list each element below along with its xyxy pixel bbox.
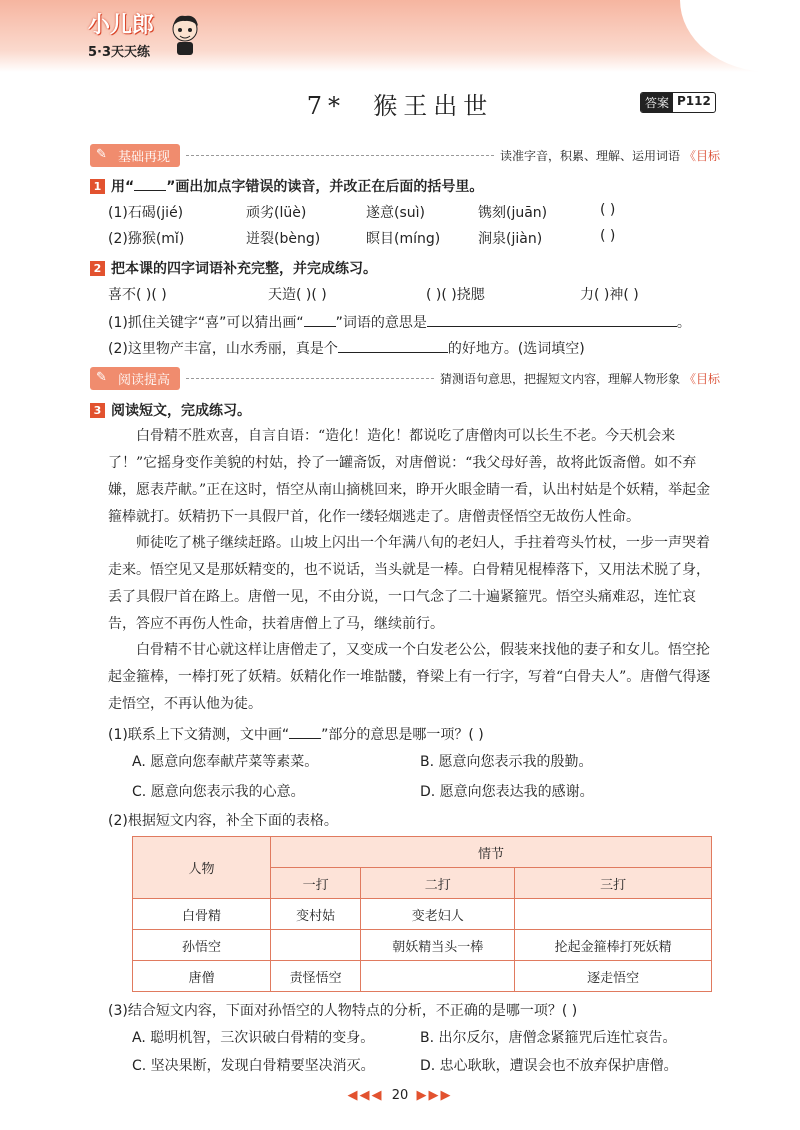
plot-table	[132, 836, 712, 992]
goal-label: 《目标	[683, 371, 720, 386]
q2-sub2-blank[interactable]	[338, 352, 448, 353]
table-row	[133, 961, 712, 992]
table-cell: 变老妇人	[361, 899, 515, 930]
q1-number: 1	[90, 179, 105, 194]
table-cell: 变村姑	[271, 899, 361, 930]
series-name: 5·3天天练	[88, 45, 151, 60]
section-basic-title: ✎ 基础再现	[90, 144, 180, 167]
q2-word-blank[interactable]: 天造( )( )	[268, 287, 327, 303]
goal-label: 《目标	[683, 148, 720, 163]
q3-sub1: (1)联系上下文猜测，文中画“ ”部分的意思是哪一项？( )	[108, 727, 484, 743]
table-cell: 逐走悟空	[515, 961, 712, 992]
lesson-number: 7*	[306, 92, 346, 120]
book-icon: ✎	[96, 146, 107, 162]
answer-page: P112	[677, 94, 711, 108]
q3-sub2: (2)根据短文内容，补全下面的表格。	[108, 813, 338, 829]
q1-prompt: 1 用“ ”画出加点字错误的读音，并改正在后面的括号里。	[90, 176, 730, 196]
page-footer	[0, 1088, 800, 1103]
q2-prompt: 2 把本课的四字词语补充完整，并完成练习。	[90, 258, 730, 278]
table-header-plot: 情节	[271, 837, 712, 868]
table-cell-blank[interactable]	[515, 899, 712, 930]
q1-item: 遂意(suì)	[366, 205, 425, 221]
passage-paragraph-1: 白骨精不胜欢喜，自言自语：“造化！造化！都说吃了唐僧肉可以长生不老。今天机会来了！”它摇身变作美貌的村姑，拎了一罐斋饭，对唐僧说：“我父母好善，故将此饭斋僧。如不弃嫌，愿表芹献。”正在这时，悟空从南山摘桃回来，睁开火眼金睛一看，认出村姑是个妖精，举起金箍棒就打。妖精扔下一具假尸首，化作一缕轻烟逃走了。唐僧责怪悟空无故伤人性命。	[108, 428, 711, 525]
q1-item: 镌刻(juān)	[478, 205, 548, 221]
table-header-hit: 二打	[361, 868, 515, 899]
q1-item: 瞑目(míng)	[366, 231, 441, 247]
table-header-person: 人物	[133, 837, 271, 899]
table-row	[133, 930, 712, 961]
table-cell-name: 唐僧	[133, 961, 271, 992]
brand-logo	[88, 8, 154, 60]
q3-sub3: (3)结合短文内容，下面对孙悟空的人物特点的分析，不正确的是哪一项？( )	[108, 1003, 578, 1019]
table-cell-name: 孙悟空	[133, 930, 271, 961]
option-d[interactable]: D. 愿意向您表达我的感谢。	[420, 784, 594, 800]
q1-answer-blank[interactable]: ( )	[600, 202, 616, 218]
q1-answer-blank[interactable]: ( )	[600, 228, 616, 244]
q2-word-blank[interactable]: 喜不( )( )	[108, 287, 167, 303]
book-icon: ✎	[96, 369, 107, 385]
table-cell: 抡起金箍棒打死妖精	[515, 930, 712, 961]
q3-prompt: 3 阅读短文，完成练习。	[90, 400, 730, 420]
q1-item: 涧泉(jiàn)	[478, 231, 543, 247]
option-c[interactable]: C. 坚决果断，发现白骨精要坚决消灭。	[132, 1058, 375, 1074]
table-header-hit: 三打	[515, 868, 712, 899]
q2-sub2: (2)这里物产丰富，山水秀丽，真是个 的好地方。(选词填空)	[108, 341, 585, 357]
table-cell: 朝妖精当头一棒	[361, 930, 515, 961]
section-basic	[90, 144, 720, 166]
q2-sub1-blank[interactable]	[427, 326, 677, 327]
answer-page-ref	[640, 92, 716, 113]
q1-item: 迸裂(bèng)	[246, 231, 321, 247]
mascot-icon	[168, 14, 202, 56]
table-header-hit: 一打	[271, 868, 361, 899]
section-reading-goal: 猜测语句意思，把握短文内容，理解人物形象	[439, 371, 680, 386]
table-cell-name: 白骨精	[133, 899, 271, 930]
table-row	[133, 899, 712, 930]
table-cell-blank[interactable]	[271, 930, 361, 961]
q1-item: (2)猕猴(mǐ)	[108, 231, 185, 247]
prev-arrows-icon: ◀◀◀	[347, 1088, 384, 1103]
answer-label: 答案	[641, 93, 673, 112]
table-cell-blank[interactable]	[361, 961, 515, 992]
option-a[interactable]: A. 聪明机智，三次识破白骨精的变身。	[132, 1030, 375, 1046]
table-cell: 责怪悟空	[271, 961, 361, 992]
section-reading	[90, 367, 720, 389]
option-b[interactable]: B. 愿意向您表示我的殷勤。	[420, 754, 593, 770]
q2-number: 2	[90, 261, 105, 276]
q3-number: 3	[90, 403, 105, 418]
page-number: 20	[391, 1088, 409, 1103]
lesson-name: 猴王出世	[373, 92, 494, 120]
q2-word-blank[interactable]: 力( )神( )	[580, 287, 639, 303]
next-arrows-icon: ▶▶▶	[416, 1088, 453, 1103]
q2-word-blank[interactable]: ( )( )挠腮	[426, 287, 485, 303]
brand-name: 小儿郎	[88, 13, 155, 38]
option-b[interactable]: B. 出尔反尔，唐僧念紧箍咒后连忙哀告。	[420, 1030, 677, 1046]
option-c[interactable]: C. 愿意向您表示我的心意。	[132, 784, 305, 800]
q2-sub1: (1)抓住关键字“喜”可以猜出画“ ”词语的意思是 。	[108, 315, 691, 331]
q1-item: (1)石碣(jié)	[108, 205, 184, 221]
section-basic-goal: 读准字音，积累、理解、运用词语	[499, 148, 680, 163]
q1-item: 顽劣(lüè)	[246, 205, 307, 221]
passage-paragraph-3: 白骨精不甘心就这样让唐僧走了，又变成一个白发老公公，假装来找他的妻子和女儿。悟空抡起金箍棒，一棒打死了妖精。妖精化作一堆骷髅，脊梁上有一行字，写着“白骨夫人”。唐僧气得逐走悟空，不再认他为徒。	[108, 642, 711, 712]
option-a[interactable]: A. 愿意向您奉献芹菜等素菜。	[132, 754, 319, 770]
section-reading-title: ✎ 阅读提高	[90, 367, 180, 390]
passage-paragraph-2: 师徒吃了桃子继续赶路。山坡上闪出一个年满八旬的老妇人，手拄着弯头竹杖，一步一声哭着走来。悟空见又是那妖精变的，也不说话，当头就是一棒。白骨精见棍棒落下，又用法术脱了身，丢了具假尸首在路上。唐僧一见，不由分说，一口气念了二十遍紧箍咒。悟空头痛难忍，连忙哀告，答应不再伤人性命，扶着唐僧上了马，继续前行。	[108, 535, 710, 632]
option-d[interactable]: D. 忠心耿耿，遭误会也不放弃保护唐僧。	[420, 1058, 678, 1074]
